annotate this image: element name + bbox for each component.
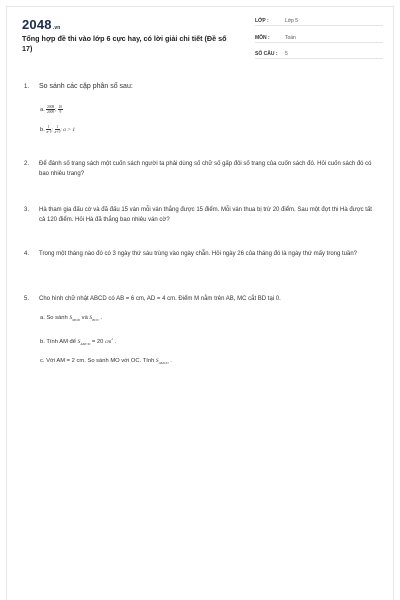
meta-subject-key: MÔN : (255, 35, 270, 41)
question-text: Hà tham gia đấu cờ và đã đấu 15 ván mỗi ván thắng được 15 điểm. Mỗi ván thua bị trừ 20 điểm. Sau một đợt thi Hà được tất cả 120 điểm. Hỏi Hà đã thắng bao nhiêu ván cờ? (39, 207, 372, 223)
exam-sheet (6, 6, 394, 600)
meta-count-value: 5 (285, 51, 288, 57)
question-text: So sánh các cặp phân số sau: (39, 83, 133, 90)
question-5-part-c: c. Với AM = 2 cm. So sánh MO với OC. Tính $S_{AMCD}$ . (40, 358, 172, 366)
question-number: 4. (24, 251, 30, 257)
question-5-part-b: b. Tính AM để $S_{AMCD} = 20$ $cm^2$ . (40, 337, 117, 347)
meta-count (255, 49, 383, 59)
meta-grade (255, 16, 383, 26)
question-number: 3. (24, 207, 30, 213)
question-text: Cho hình chữ nhật ABCD có AB = 6 cm, AD = 4 cm. Điểm M nằm trên AB, MC cắt BD tại 0. (39, 296, 281, 302)
fraction: $\frac{2008}{2009}$ (46, 105, 55, 114)
question-text: Để đánh số trang sách một cuốn sách người ta phải dùng số chữ số gấp đôi số trang của cuốn sách đó. Hỏi cuốn sách đó có bao nhiêu trang? (39, 161, 372, 177)
question-number: 2. (24, 161, 30, 167)
meta-grade-value: Lớp 5 (285, 18, 299, 24)
question-1-part-a: a. $\frac{2008}{2009}$ ; $\frac{10}{9}$ (40, 105, 63, 114)
question-1-part-b: b. $\frac{1}{a-1}$ ; $\frac{1}{a+1}$ ; a > 1 (40, 125, 76, 134)
question-5-part-a: a. So sánh $S_{MOD}$ và $S_{BOC}$ . (40, 315, 103, 323)
question-number: 5. (24, 296, 30, 302)
page-title: Tổng hợp đề thi vào lớp 6 cực hay, có lời giải chi tiết (Đề số 17) (22, 34, 227, 53)
site-logo[interactable]: 2048.vn (22, 17, 61, 32)
question-text: Trong một tháng nào đó có 3 ngày thứ sáu trùng vào ngày chẵn. Hỏi ngày 26 của tháng đó là ngày thứ mấy trong tuần? (39, 251, 358, 257)
meta-subject (255, 33, 383, 43)
fraction: $\frac{1}{a+1}$ (54, 125, 60, 134)
fraction: $\frac{1}{a-1}$ (46, 125, 52, 134)
meta-grade-key: LỚP : (255, 18, 269, 24)
meta-subject-value: Toán (285, 35, 296, 41)
question-number: 1. (24, 84, 30, 90)
fraction: $\frac{10}{9}$ (58, 105, 63, 114)
meta-count-key: SỐ CÂU : (255, 51, 278, 57)
header (7, 7, 393, 67)
